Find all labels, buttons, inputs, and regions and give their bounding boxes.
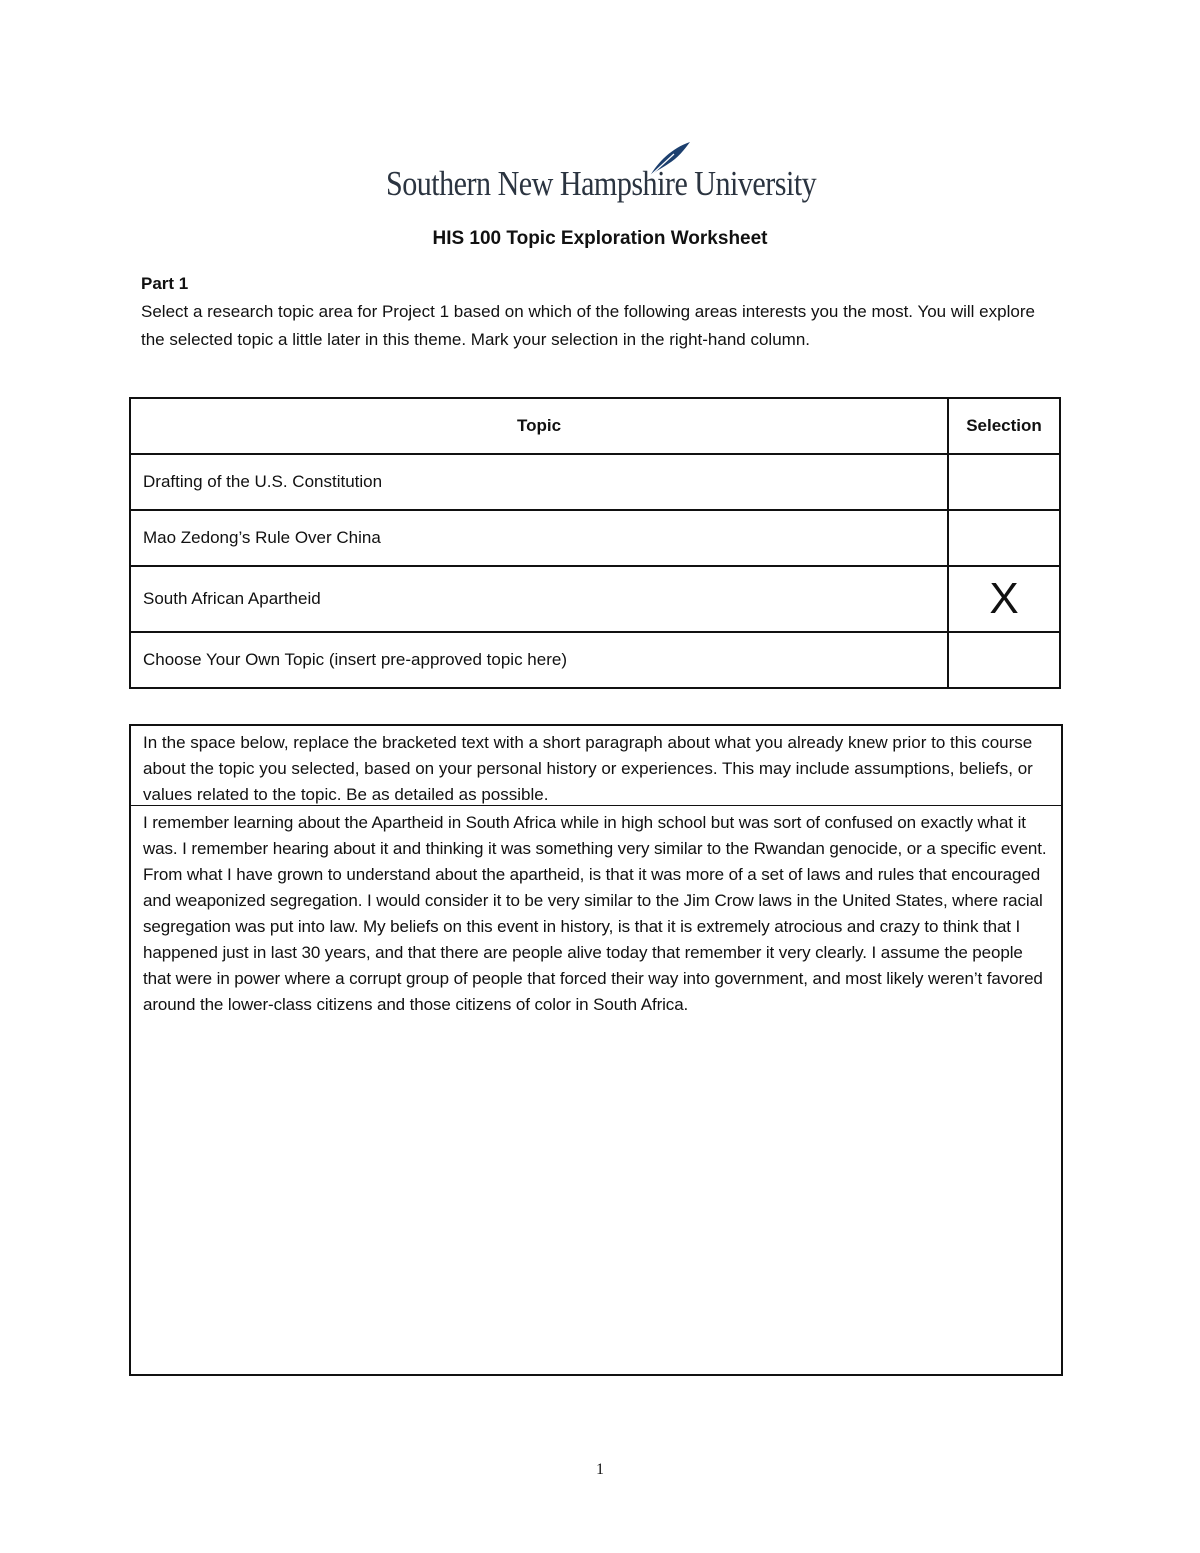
part-instructions: Select a research topic area for Project 1 based on which of the following areas interests you the most. You will explore the selected topic a little later in this theme. Mark your selection in the right-hand column. (141, 302, 1035, 349)
page-number: 1 (596, 1461, 604, 1478)
reflection-answer-text[interactable]: I remember learning about the Apartheid in South Africa while in high school but was sort of confused on exactly what it was. I remember hearing about it and thinking it was something very similar to the Rwandan genocide, or a specific event. From what I have grown to understand about the apartheid, is that it was more of a set of laws and rules that encouraged and weaponized segregation. I would consider it to be very similar to the Jim Crow laws in the United States, where racial segregation was put into law. My beliefs on this event in history, is that it is extremely atrocious and crazy to think that I happened just in last 30 years, and that there are people alive today that remember it very clearly. I assume the people that were in power where a corrupt group of people that forced their way into government, and most likely weren’t favored around the lower-class citizens and those citizens of color in South Africa. (143, 813, 1047, 1014)
table-row (130, 510, 1060, 566)
quill-feather-icon (644, 140, 694, 180)
reflection-box (129, 724, 1063, 1376)
selection-cell[interactable] (948, 454, 1060, 510)
selection-column-header: Selection (948, 398, 1060, 454)
selection-cell[interactable] (948, 632, 1060, 688)
topic-column-header: Topic (130, 398, 948, 454)
table-row (130, 454, 1060, 510)
topic-cell: Choose Your Own Topic (insert pre-approved topic here) (130, 632, 948, 688)
table-row (130, 566, 1060, 632)
topic-selection-table (129, 397, 1061, 689)
logo-wordmark: Southern New Hampshire University (386, 164, 817, 203)
selection-cell[interactable] (948, 510, 1060, 566)
reflection-prompt: In the space below, replace the bracketed text with a short paragraph about what you already knew prior to this course about the topic you selected, based on your personal history or experiences. This may include assumptions, beliefs, or values related to the topic. Be as detailed as possible. (131, 726, 1061, 806)
topic-cell: Mao Zedong’s Rule Over China (130, 510, 948, 566)
document-title: HIS 100 Topic Exploration Worksheet (432, 228, 768, 249)
topic-cell: South African Apartheid (130, 566, 948, 632)
table-row (130, 632, 1060, 688)
university-logo (386, 140, 816, 210)
part-heading: Part 1 (141, 274, 189, 293)
topic-cell: Drafting of the U.S. Constitution (130, 454, 948, 510)
table-header-row (130, 398, 1060, 454)
selection-cell[interactable]: X (948, 566, 1060, 632)
